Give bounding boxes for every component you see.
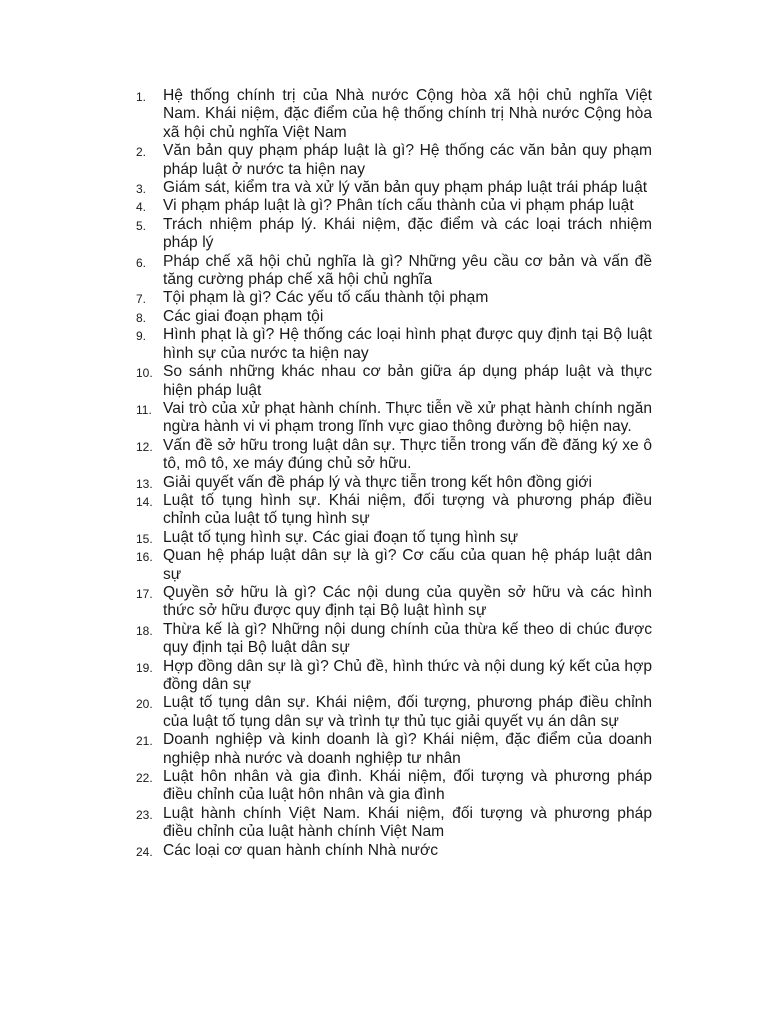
item-number: 23.	[136, 807, 153, 822]
list-item	[136, 529, 652, 547]
item-text: Quyền sở hữu là gì? Các nội dung của quyền sở hữu và các hình thức sở hữu được quy định tại Bộ luật hình sự	[163, 583, 652, 620]
item-text: Tội phạm là gì? Các yếu tố cấu thành tội phạm	[163, 289, 489, 307]
item-text: Luật tố tụng dân sự. Khái niệm, đối tượng, phương pháp điều chỉnh của luật tố tụng dân sự và trình tự thủ tục giải quyết vụ án dân sự	[163, 694, 652, 730]
item-text: Luật tố tụng hình sự. Các giai đoạn tố tụng hình sự	[163, 528, 519, 546]
item-number: 22.	[136, 771, 153, 786]
list-item	[136, 658, 652, 695]
item-text: Hình phạt là gì? Hệ thống các loại hình phạt được quy định tại Bộ luật hình sự của nước ta hiện nay	[163, 326, 652, 362]
item-number: 16.	[136, 550, 153, 565]
list-item	[136, 326, 652, 363]
topic-list	[136, 87, 652, 860]
item-number: 7.	[136, 292, 147, 307]
item-number: 6.	[136, 255, 147, 270]
item-text: Thừa kế là gì? Những nội dung chính của thừa kế theo di chúc được quy định tại Bộ luật dân sự	[163, 620, 652, 657]
item-number: 18.	[136, 623, 153, 638]
item-text: Giải quyết vấn đề pháp lý và thực tiễn trong kết hôn đồng giới	[163, 473, 592, 491]
item-text: Luật hôn nhân và gia đình. Khái niệm, đối tượng và phương pháp điều chỉnh của luật hôn nhân và gia đình	[163, 768, 652, 804]
item-number: 9.	[136, 329, 147, 344]
item-text: Các giai đoạn phạm tội	[163, 307, 324, 325]
list-item	[136, 474, 652, 492]
item-number: 17.	[136, 586, 153, 601]
item-number: 10.	[136, 366, 153, 381]
item-text: Giám sát, kiểm tra và xử lý văn bản quy phạm pháp luật trái pháp luật	[163, 179, 648, 197]
item-text: Pháp chế xã hội chủ nghĩa là gì? Những yêu cầu cơ bản và vấn đề tăng cường pháp chế xã hội chủ nghĩa	[163, 252, 652, 289]
item-text: Doanh nghiệp và kinh doanh là gì? Khái niệm, đặc điểm của doanh nghiệp nhà nước và doanh nghiệp tư nhân	[163, 731, 652, 767]
item-number: 14.	[136, 494, 153, 509]
list-item	[136, 584, 652, 621]
item-text: So sánh những khác nhau cơ bản giữa áp dụng pháp luật và thực hiện pháp luật	[163, 363, 652, 399]
item-text: Vai trò của xử phạt hành chính. Thực tiễn về xử phạt hành chính ngăn ngừa hành vi vi phạm trong lĩnh vực giao thông đường bộ hiện nay.	[163, 399, 652, 436]
list-item	[136, 179, 652, 197]
list-item	[136, 142, 652, 179]
item-text: Vấn đề sở hữu trong luật dân sự. Thực tiễn trong vấn đề đăng ký xe ô tô, mô tô, xe máy đúng chủ sở hữu.	[163, 436, 652, 473]
list-item	[136, 547, 652, 584]
item-text: Hợp đồng dân sự là gì? Chủ đề, hình thức và nội dung ký kết của hợp đồng dân sự	[163, 657, 652, 693]
list-item	[136, 400, 652, 437]
item-number: 15.	[136, 531, 153, 546]
list-item	[136, 197, 652, 215]
item-number: 19.	[136, 660, 153, 675]
item-number: 24.	[136, 844, 153, 859]
item-number: 3.	[136, 182, 147, 197]
list-item	[136, 621, 652, 658]
item-number: 5.	[136, 218, 147, 233]
item-text: Văn bản quy phạm pháp luật là gì? Hệ thống các văn bản quy phạm pháp luật ở nước ta hiện nay	[163, 142, 652, 178]
list-item	[136, 216, 652, 253]
list-item	[136, 492, 652, 529]
item-number: 21.	[136, 734, 153, 749]
item-number: 20.	[136, 697, 153, 712]
list-item	[136, 437, 652, 474]
item-number: 1.	[136, 90, 147, 104]
item-text: Vi phạm pháp luật là gì? Phân tích cấu thành của vi phạm pháp luật	[163, 197, 634, 215]
list-item	[136, 842, 652, 860]
list-item	[136, 768, 652, 805]
list-item	[136, 731, 652, 768]
list-item	[136, 87, 652, 142]
list-item	[136, 805, 652, 842]
list-item	[136, 308, 652, 326]
list-item	[136, 253, 652, 290]
item-text: Trách nhiệm pháp lý. Khái niệm, đặc điểm và các loại trách nhiệm pháp lý	[163, 215, 652, 252]
list-item	[136, 363, 652, 400]
item-number: 2.	[136, 145, 147, 160]
item-text: Các loại cơ quan hành chính Nhà nước	[163, 841, 439, 859]
item-text: Luật tố tụng hình sự. Khái niệm, đối tượng và phương pháp điều chỉnh của luật tố tụng hình sự	[163, 491, 652, 528]
item-number: 11.	[136, 402, 152, 417]
item-number: 8.	[136, 310, 147, 325]
list-item	[136, 289, 652, 307]
item-number: 12.	[136, 439, 153, 454]
item-number: 13.	[136, 476, 153, 491]
list-item	[136, 694, 652, 731]
item-text: Hệ thống chính trị của Nhà nước Cộng hòa xã hội chủ nghĩa Việt Nam. Khái niệm, đặc điểm của hệ thống chính trị Nhà nước Cộng hòa xã hội chủ nghĩa Việt Nam	[163, 87, 652, 141]
item-number: 4.	[136, 200, 147, 215]
item-text: Quan hệ pháp luật dân sự là gì? Cơ cấu của quan hệ pháp luật dân sự	[163, 547, 652, 583]
item-text: Luật hành chính Việt Nam. Khái niệm, đối tượng và phương pháp điều chỉnh của luật hành chính Việt Nam	[163, 804, 652, 841]
